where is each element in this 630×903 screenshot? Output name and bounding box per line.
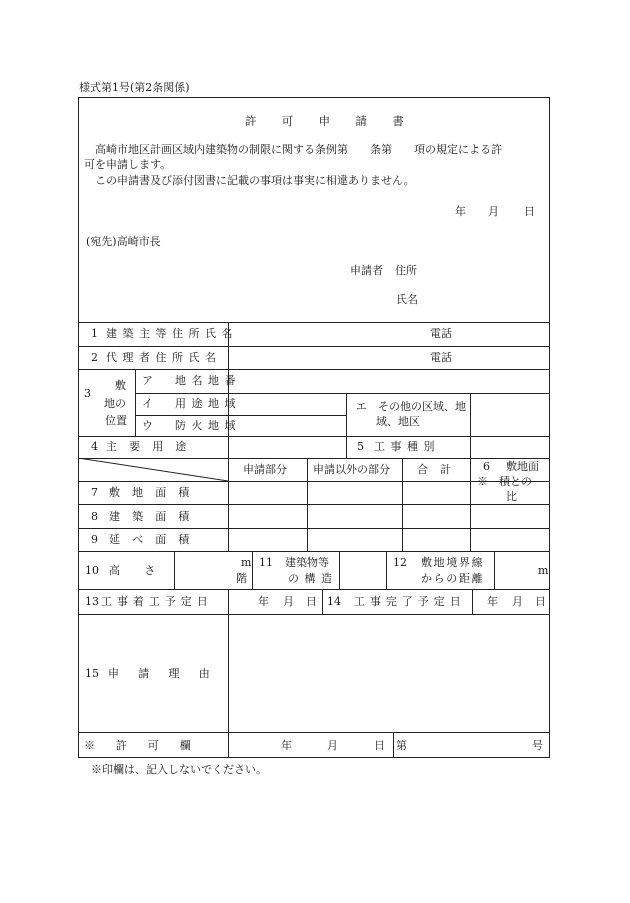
end-month: 月	[512, 595, 523, 608]
ratio-no: 6	[483, 460, 490, 473]
site-lot: ア 地名地番	[142, 374, 241, 387]
reason-label: 申請理由	[108, 667, 229, 680]
footnote: ※印欄は、記入しないでください。	[91, 763, 267, 776]
header-other: 申請以外の部分	[313, 463, 390, 476]
end-day: 日	[535, 595, 546, 608]
site-label3: 位置	[105, 414, 127, 427]
height-unit-m: m	[241, 556, 252, 569]
permit-day: 日	[374, 739, 385, 752]
ratio-label2: ※ 積との	[477, 475, 532, 488]
use-no: 4	[91, 440, 98, 453]
end-no: 14	[327, 595, 341, 608]
structure-label2: の構造	[288, 572, 338, 585]
permit-year: 年	[281, 739, 292, 752]
addressee: (宛先)高崎市長	[86, 235, 161, 248]
site-other2: 域、地区	[376, 415, 420, 428]
applicant-label: 申請者	[350, 264, 383, 277]
floor-area-no: 9	[91, 533, 98, 546]
agent-label: 代理者住所氏名	[106, 351, 222, 364]
header-applied: 申請部分	[243, 463, 287, 476]
ratio-label3: 比	[506, 490, 517, 503]
reason-no: 15	[85, 667, 99, 680]
agent-no: 2	[91, 351, 98, 364]
site-area-label: 敷地面積	[109, 486, 202, 499]
agent-phone: 電話	[430, 351, 452, 364]
distance-no: 12	[393, 556, 407, 569]
site-no: 3	[84, 387, 91, 400]
applicant-name: 氏名	[396, 293, 418, 306]
form-title: 許可申請書	[245, 114, 429, 128]
distance-label1: 敷地境界線	[421, 556, 485, 569]
site-area-no: 7	[91, 486, 98, 499]
distance-label2: からの距離	[421, 572, 485, 585]
site-other1: エ その他の区域、地	[356, 400, 466, 413]
form-number: 様式第1号(第2条関係)	[79, 81, 190, 94]
start-day: 日	[306, 595, 317, 608]
kind-label: 工事種別	[374, 440, 440, 453]
floor-area-label: 延べ面積	[109, 533, 202, 546]
owner-no: 1	[91, 327, 98, 340]
ratio-label1: 敷地面	[506, 460, 539, 473]
start-label: 工事着工予定日	[101, 595, 213, 608]
start-month: 月	[283, 595, 294, 608]
intro-line1: 高崎市地区計画区域内建築物の制限に関する条例第 条第 項の規定による許	[95, 143, 502, 156]
permit-label: ※許可欄	[84, 739, 212, 752]
structure-label1: 建築物等	[285, 556, 329, 569]
building-area-label: 建築面積	[109, 510, 202, 523]
header-total: 合計	[417, 463, 464, 476]
site-fire: ウ 防火地域	[142, 419, 241, 432]
site-zone: イ 用途地域	[142, 397, 241, 410]
intro-line2: 可を申請します。	[84, 158, 172, 171]
declaration: この申請書及び添付図書に記載の事項は事実に相違ありません。	[95, 174, 415, 187]
end-label: 工事完了予定日	[354, 595, 466, 608]
permit-number-suffix: 号	[532, 739, 543, 752]
end-year: 年	[487, 595, 498, 608]
date-day: 日	[524, 205, 535, 218]
kind-no: 5	[357, 440, 364, 453]
permit-number-prefix: 第	[396, 739, 407, 752]
structure-no: 11	[259, 556, 273, 569]
applicant-address: 住所	[395, 264, 417, 277]
height-label: 高さ	[109, 564, 180, 577]
height-unit-floor: 階	[236, 572, 247, 585]
permit-month: 月	[327, 739, 338, 752]
diagonal-divider	[78, 458, 228, 481]
date-year: 年	[455, 205, 466, 218]
building-area-no: 8	[91, 510, 98, 523]
date-month: 月	[488, 205, 499, 218]
height-no: 10	[85, 564, 99, 577]
use-label: 主要用途	[106, 440, 199, 453]
site-label2: 地の	[104, 397, 126, 410]
owner-phone: 電話	[430, 327, 452, 340]
start-no: 13	[85, 595, 99, 608]
site-label1: 敷	[115, 379, 126, 392]
start-year: 年	[258, 595, 269, 608]
owner-label: 建築主等住所氏名	[106, 327, 238, 340]
distance-unit: m	[538, 564, 549, 577]
